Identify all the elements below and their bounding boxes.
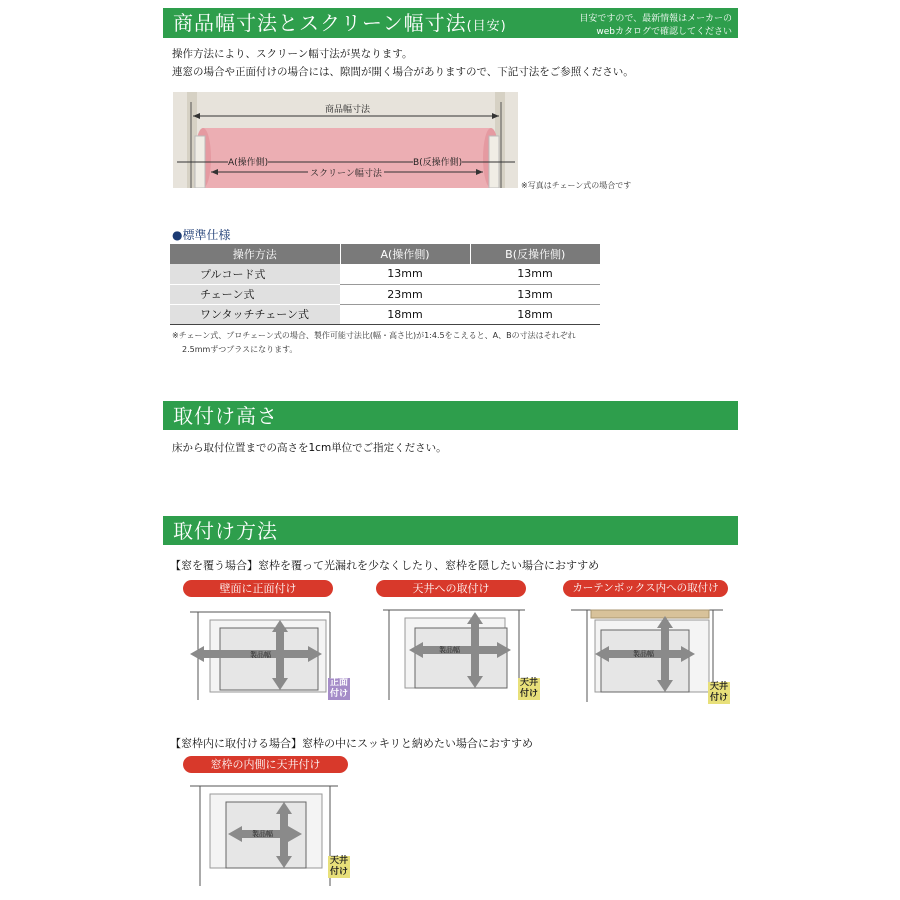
spec-title: ●標準仕様 [172,228,231,242]
case1-line [170,557,599,573]
cell-method: チェーン式 [170,284,340,304]
case2-desc: 窓枠の中にスッキリと納めたい場合におすすめ [302,737,533,750]
section-title: 取付け高さ [173,404,278,428]
dimension-photo [173,92,518,188]
cell-b: 13mm [470,264,600,284]
method-label-ceiling: 天井への取付け [376,580,526,597]
tag-line1: 天井 [519,678,538,688]
table-row [170,264,600,284]
cell-method: プルコード式 [170,264,340,284]
product-width-label: 製品幅 [439,646,460,654]
header-method: 操作方法 [170,244,340,264]
case1-desc: 窓枠を覆って光漏れを少なくしたり、窓枠を隠したい場合におすすめ [258,559,600,572]
diagram-inside-frame [180,776,360,890]
diagram-wall-front [180,600,360,710]
diagram-ceiling [375,600,555,710]
desc-line2: 連窓の場合や正面付けの場合には、隙間が開く場合がありますので、下記寸法をご参照ください。 [172,66,634,78]
header-b: B(反操作側) [470,244,600,264]
section-bar-height [163,401,738,430]
method-label-inside-frame: 窓枠の内側に天井付け [183,756,348,773]
label-product-width: 商品幅寸法 [323,102,372,115]
footnote-line2: 2.5mmずつプラスになります。 [182,345,298,354]
label-a: A(操作側) [228,155,268,168]
tag-line1: 天井 [329,856,348,866]
section-title [173,13,507,33]
product-width-label: 製品幅 [633,650,654,658]
table-row [170,284,600,304]
tag-line2: 付け [329,689,348,699]
tag-line2: 付け [709,693,728,703]
cell-a: 23mm [340,284,470,304]
section-title-text: 商品幅寸法とスクリーン幅寸法 [173,11,467,35]
tag-line1: 正面 [329,678,348,688]
method-label-curtain-box: カーテンボックス内への取付け [563,580,728,597]
bar-note-line1: 目安ですので、最新情報はメーカーの [579,14,732,24]
case2-heading: 【窓枠内に取付ける場合】 [170,737,302,750]
header-a: A(操作側) [340,244,470,264]
desc-line1: 操作方法により、スクリーン幅寸法が異なります。 [172,48,413,60]
tag-line2: 付け [329,867,348,877]
case1-heading: 【窓を覆う場合】 [170,559,258,572]
tag-inside-frame [328,856,350,878]
section-bar-method [163,516,738,545]
section-bar-dimensions [163,8,738,38]
spec-table-header [170,244,600,264]
height-desc: 床から取付位置までの高さを1cm単位でご指定ください。 [172,442,447,454]
diagram-curtain-box [565,600,745,712]
product-width-label: 製品幅 [252,830,273,838]
tag-ceiling [518,678,540,700]
section-title: 取付け方法 [173,519,278,543]
footnote-line1: ※チェーン式、プロチェーン式の場合、製作可能寸法比(幅・高さ比)が1:4.5をこえると、A、Bの寸法はそれぞれ [172,331,576,340]
tag-curtain-box [708,682,730,704]
section-title-suffix: (目安) [466,19,507,34]
tag-line1: 天井 [709,682,728,692]
bar-note-line2: webカタログで確認してください [596,27,732,37]
label-b: B(反操作側) [413,155,462,168]
table-row [170,304,600,324]
cell-method: ワンタッチチェーン式 [170,304,340,324]
product-width-label: 製品幅 [250,651,271,659]
case2-line [170,735,533,751]
cell-b: 13mm [470,284,600,304]
label-screen-width: スクリーン幅寸法 [308,166,384,179]
spec-table [170,244,600,325]
cell-a: 13mm [340,264,470,284]
tag-wall-front [328,678,350,700]
photo-caption: ※写真はチェーン式の場合です [521,181,632,190]
cell-a: 18mm [340,304,470,324]
cell-b: 18mm [470,304,600,324]
method-label-wall-front: 壁面に正面付け [183,580,333,597]
tag-line2: 付け [519,689,538,699]
